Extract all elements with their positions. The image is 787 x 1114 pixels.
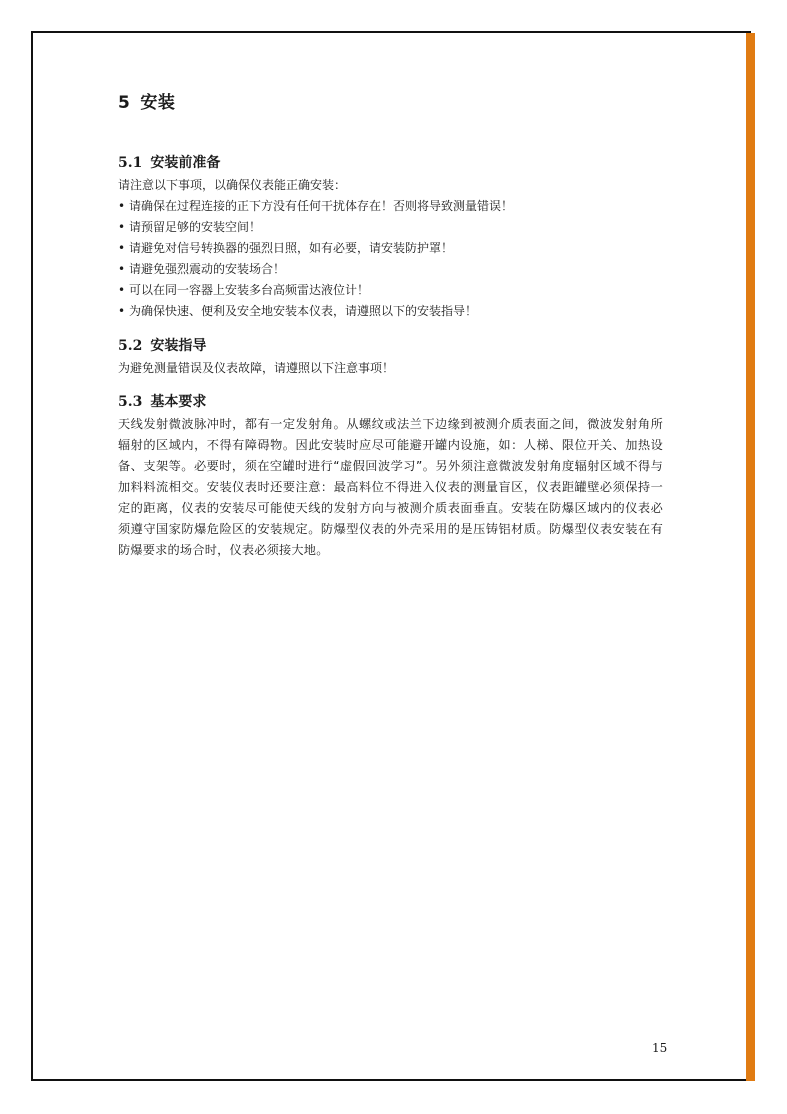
chapter-title — [118, 88, 663, 113]
list-item-text: 为确保快速、便利及安全地安装本仪表，请遵照以下的安装指导！ — [129, 303, 478, 318]
section-title: 基本要求 — [150, 394, 207, 410]
section-heading — [118, 336, 663, 356]
section-title: 安装前准备 — [150, 155, 221, 171]
bullet-icon: • — [118, 198, 126, 213]
list-item — [118, 238, 663, 259]
list-item — [118, 259, 663, 280]
list-item-text: 请确保在过程连接的正下方没有任何干扰体存在！否则将导致测量错误！ — [129, 198, 514, 213]
section-number: 5.2 — [118, 337, 143, 354]
section-heading — [118, 392, 663, 412]
page-content — [118, 88, 663, 575]
section-number: 5.1 — [118, 155, 143, 171]
list-item-text: 请避免对信号转换器的强烈日照，如有必要，请安装防护罩！ — [129, 240, 454, 255]
chapter-number: 5 — [118, 93, 131, 113]
list-item-text: 请预留足够的安装空间！ — [129, 219, 262, 234]
section-intro: 请注意以下事项，以确保仪表能正确安装： — [118, 178, 347, 192]
section-text: 为避免测量错误及仪表故障，请遵照以下注意事项！ — [118, 360, 395, 375]
list-item — [118, 196, 663, 217]
section-5-1 — [118, 153, 663, 322]
section-title: 安装指导 — [150, 337, 207, 354]
list-item-text: 可以在同一容器上安装多台高频雷达液位计！ — [129, 282, 370, 297]
page-number: 15 — [652, 1041, 668, 1055]
bullet-icon: • — [118, 282, 126, 297]
section-body-text: 天线发射微波脉冲时，都有一定发射角。从螺纹或法兰下边缘到被测介质表面之间，微波发射角所辐射的区域内，不得有障碍物。因此安装时应尽可能避开罐内设施，如：人梯、限位开关、加热设备、支架等。必要时，须在空罐时进行“虚假回波学习”。另外须注意微波发射角度辐射区域不得与加料料流相交。安装仪表时还要注意：最高料位不得进入仪表的测量盲区，仪表距罐壁必须保持一定的距离，仪表的安装尽可能使天线的发射方向与被测介质表面垂直。安装在防爆区域内的仪表必须遵守国家防爆危险区的安装规定。防爆型仪表的外壳采用的是压铸铝材质。防爆型仪表安装在有防爆要求的场合时，仪表必须接大地。 — [118, 417, 663, 557]
bullet-icon: • — [118, 219, 126, 234]
chapter-title-text: 安装 — [140, 93, 176, 113]
list-item — [118, 280, 663, 301]
bullet-list — [118, 196, 663, 322]
section-heading — [118, 153, 663, 173]
bullet-icon: • — [118, 240, 126, 255]
bullet-icon: • — [118, 303, 126, 318]
section-5-2 — [118, 336, 663, 379]
section-number: 5.3 — [118, 394, 143, 410]
list-item — [118, 301, 663, 322]
bullet-icon: • — [118, 261, 126, 276]
orange-accent-bar — [746, 33, 755, 1081]
section-5-3 — [118, 392, 663, 561]
list-item — [118, 217, 663, 238]
list-item-text: 请避免强烈震动的安装场合！ — [129, 261, 286, 276]
